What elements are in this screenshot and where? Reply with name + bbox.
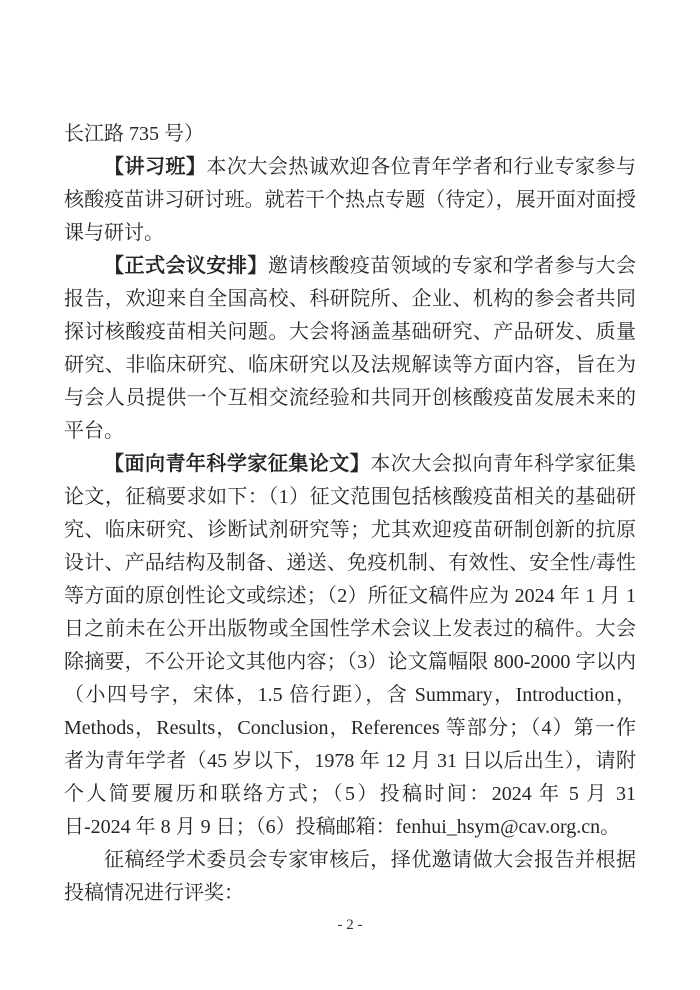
- paragraph-workshop: [64, 151, 636, 250]
- continuation-line: 长江路 735 号）: [64, 123, 204, 145]
- paragraph-review-note: [64, 844, 636, 910]
- paragraph-workshop-text: 本次大会热诚欢迎各位青年学者和行业专家参与核酸疫苗讲习研讨班。就若干个热点专题（待定），展开面对面授课与研讨。: [64, 156, 637, 244]
- paragraph-call-for-papers-heading: 【面向青年科学家征集论文】: [104, 453, 371, 475]
- page-number: - 2 -: [337, 917, 363, 933]
- paragraph-review-note-text: 征稿经学术委员会专家审核后，择优邀请做大会报告并根据投稿情况进行评奖：: [64, 849, 636, 904]
- paragraph-formal-session-text: 邀请核酸疫苗领域的专家和学者参与大会报告，欢迎来自全国高校、科研院所、企业、机构的参会者共同探讨核酸疫苗相关问题。大会将涵盖基础研究、产品研发、质量研究、非临床研究、临床研究以及法规解读等方面内容，旨在为与会人员提供一个互相交流经验和共同开创核酸疫苗发展未来的平台。: [64, 255, 637, 442]
- paragraph-call-for-papers: [64, 448, 636, 844]
- document-body: [64, 118, 636, 910]
- paragraph-workshop-heading: 【讲习班】: [104, 156, 207, 178]
- paragraph-call-for-papers-text: 本次大会拟向青年科学家征集论文，征稿要求如下：（1）征文范围包括核酸疫苗相关的基础研究、临床研究、诊断试剂研究等；尤其欢迎疫苗研制创新的抗原设计、产品结构及制备、递送、免疫机制、有效性、安全性/毒性等方面的原创性论文或综述；（2）所征文稿件应为 2024 年 1 月 1 日之前未在公开出版物或全国性学术会议上发表过的稿件。大会除摘要，不公开论文其他内容；（3）论文篇幅限 800-2000 字以内（小四号字，宋体，1.5 倍行距），含 Summary，Introduction，Methods，Results，Conclusion，References 等部分；（4）第一作者为青年学者（45 岁以下，1978 年 12 月 31 日以后出生），请附个人简要履历和联络方式；（5）投稿时间：2024 年 5 月 31 日-2024 年 8 月 9 日；（6）投稿邮箱：fenhui_hsym@cav.org.cn。: [64, 453, 637, 838]
- paragraph-formal-session-heading: 【正式会议安排】: [104, 255, 268, 277]
- paragraph-formal-session: [64, 250, 636, 448]
